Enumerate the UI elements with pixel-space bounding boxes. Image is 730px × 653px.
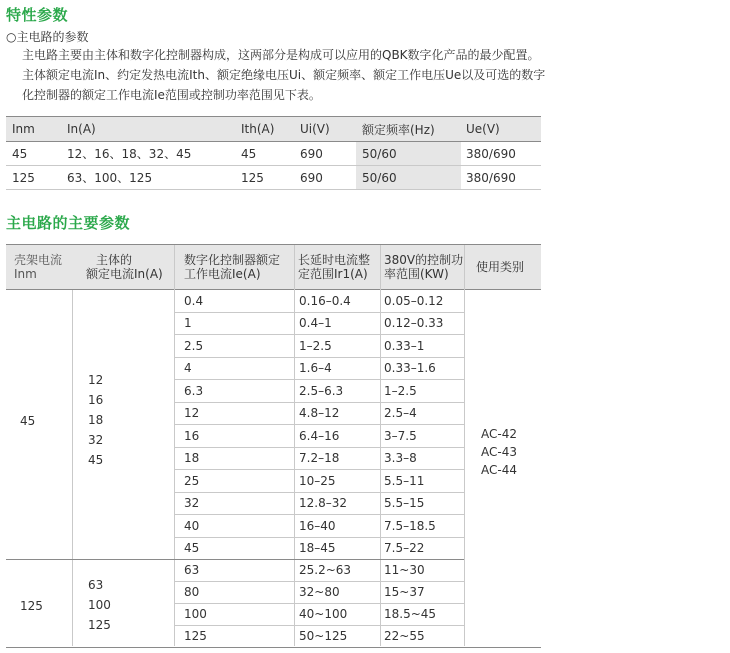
cell-ir1: 10–25 bbox=[299, 474, 336, 488]
cell-ir1: 32~80 bbox=[299, 585, 340, 599]
cell-power: 5.5–15 bbox=[384, 496, 425, 510]
body-current-item: 125 bbox=[88, 618, 111, 632]
cell-inm: 45 bbox=[12, 146, 28, 161]
header-frame-line2: Inm bbox=[14, 267, 37, 281]
cell-power: 0.12–0.33 bbox=[384, 316, 444, 330]
paragraph-line-2: 主体额定电流In、约定发热电流Ith、额定绝缘电压Ui、额定频率、额定工作电压Ue以及可选的数字 bbox=[22, 68, 546, 82]
frame-current-125: 125 bbox=[20, 599, 43, 613]
cell-ir1: 40~100 bbox=[299, 607, 348, 621]
cell-power: 15~37 bbox=[384, 585, 425, 599]
cell-frequency: 50/60 bbox=[356, 166, 461, 189]
cell-ir1: 2.5–6.3 bbox=[299, 384, 344, 398]
cell-ith: 45 bbox=[241, 146, 257, 161]
header-control-power bbox=[384, 245, 468, 289]
usage-category-item: AC-44 bbox=[481, 463, 517, 477]
cell-power: 0.33–1.6 bbox=[384, 361, 436, 375]
cell-in: 63、100、125 bbox=[67, 171, 153, 185]
cell-ir1: 4.8–12 bbox=[299, 406, 340, 420]
cell-power: 1–2.5 bbox=[384, 384, 417, 398]
paragraph-line-3: 化控制器的额定工作电流Ie范围或控制功率范围见下表。 bbox=[22, 88, 321, 102]
cell-ie: 12 bbox=[184, 406, 200, 420]
paragraph-line-1: 主电路主要由主体和数字化控制器构成，这两部分是构成可以应用的QBK数字化产品的最少配置。 bbox=[22, 48, 540, 62]
main-params-table bbox=[6, 244, 541, 648]
cell-ie: 25 bbox=[184, 474, 200, 488]
cell-power: 3.3–8 bbox=[384, 451, 417, 465]
cell-ir1: 50~125 bbox=[299, 629, 348, 643]
cell-ie: 45 bbox=[184, 541, 200, 555]
rating-table bbox=[6, 116, 541, 190]
column-divider bbox=[380, 245, 381, 646]
cell-ie: 100 bbox=[184, 607, 207, 621]
cell-ir1: 6.4–16 bbox=[299, 429, 340, 443]
body-current-item: 100 bbox=[88, 598, 111, 612]
cell-ui: 690 bbox=[300, 146, 323, 161]
header-power-line2: 率范围(KW) bbox=[384, 267, 449, 281]
usage-category-item: AC-42 bbox=[481, 427, 517, 441]
header-frame-current bbox=[14, 245, 74, 289]
cell-power: 22~55 bbox=[384, 629, 425, 643]
cell-power: 18.5~45 bbox=[384, 607, 437, 621]
rating-table-header bbox=[6, 116, 541, 142]
body-current-list-45 bbox=[88, 370, 103, 470]
header-long-delay bbox=[298, 245, 384, 289]
header-controller-current bbox=[184, 245, 294, 289]
usage-category-item: AC-43 bbox=[481, 445, 517, 459]
cell-ir1: 18–45 bbox=[299, 541, 336, 555]
table-row bbox=[6, 166, 541, 190]
cell-power: 3–7.5 bbox=[384, 429, 417, 443]
body-current-item: 18 bbox=[88, 413, 104, 427]
cell-ui: 690 bbox=[300, 170, 323, 185]
cell-ir1: 1.6–4 bbox=[299, 361, 332, 375]
cell-power: 7.5–18.5 bbox=[384, 519, 436, 533]
cell-ie: 63 bbox=[184, 563, 200, 577]
cell-power: 2.5–4 bbox=[384, 406, 417, 420]
header-usage-category bbox=[476, 245, 536, 289]
subsection-main-circuit-params: ○主电路的参数 bbox=[6, 30, 89, 44]
header-delay-line2: 定范围Ir1(A) bbox=[298, 267, 368, 281]
cell-ir1: 16–40 bbox=[299, 519, 336, 533]
cell-ie: 1 bbox=[184, 316, 192, 330]
cell-power: 0.05–0.12 bbox=[384, 294, 444, 308]
cell-ie: 32 bbox=[184, 496, 200, 510]
cell-ue: 380/690 bbox=[466, 146, 516, 161]
header-ctrl-line2: 工作电流Ie(A) bbox=[184, 267, 261, 281]
header-ue: Ue(V) bbox=[466, 122, 500, 136]
body-current-list-125 bbox=[88, 575, 111, 635]
column-divider bbox=[294, 245, 295, 646]
usage-category-list bbox=[481, 425, 517, 479]
cell-ie: 80 bbox=[184, 585, 200, 599]
cell-inm: 125 bbox=[12, 170, 35, 185]
body-current-item: 45 bbox=[88, 453, 104, 467]
cell-power: 7.5–22 bbox=[384, 541, 425, 555]
header-in: In(A) bbox=[67, 122, 96, 136]
body-current-item: 16 bbox=[88, 393, 104, 407]
header-body-line1: 主体的 bbox=[96, 253, 133, 267]
cell-ith: 125 bbox=[241, 170, 264, 185]
column-divider bbox=[464, 245, 465, 646]
cell-ie: 40 bbox=[184, 519, 200, 533]
column-divider bbox=[72, 290, 73, 646]
cell-ie: 125 bbox=[184, 629, 207, 643]
cell-ie: 6.3 bbox=[184, 384, 204, 398]
body-current-item: 63 bbox=[88, 578, 104, 592]
header-frame-line1: 壳架电流 bbox=[14, 253, 63, 267]
cell-ie: 2.5 bbox=[184, 339, 204, 353]
body-current-item: 32 bbox=[88, 433, 104, 447]
header-usage-label: 使用类别 bbox=[476, 260, 525, 274]
cell-power: 11~30 bbox=[384, 563, 425, 577]
table-row bbox=[6, 142, 541, 166]
header-power-line1: 380V的控制功 bbox=[384, 253, 464, 267]
header-delay-line1: 长延时电流整 bbox=[298, 253, 371, 267]
header-body-line2: 额定电流In(A) bbox=[86, 267, 163, 281]
header-ctrl-line1: 数字化控制器额定 bbox=[184, 253, 281, 267]
header-inm: Inm bbox=[12, 122, 35, 136]
cell-power: 5.5–11 bbox=[384, 474, 425, 488]
cell-ie: 16 bbox=[184, 429, 200, 443]
cell-ir1: 7.2–18 bbox=[299, 451, 340, 465]
section-title-main-params: 主电路的主要参数 bbox=[6, 214, 131, 232]
cell-ue: 380/690 bbox=[466, 170, 516, 185]
cell-frequency: 50/60 bbox=[356, 142, 461, 165]
body-current-item: 12 bbox=[88, 373, 104, 387]
header-body-current bbox=[86, 245, 178, 289]
cell-ie: 0.4 bbox=[184, 294, 204, 308]
cell-ir1: 12.8–32 bbox=[299, 496, 347, 510]
cell-in: 12、16、18、32、45 bbox=[67, 147, 192, 161]
section-title-characteristics: 特性参数 bbox=[6, 6, 69, 24]
cell-ie: 18 bbox=[184, 451, 200, 465]
cell-ir1: 25.2~63 bbox=[299, 563, 352, 577]
cell-ir1: 0.16–0.4 bbox=[299, 294, 351, 308]
cell-ir1: 0.4–1 bbox=[299, 316, 332, 330]
column-divider bbox=[174, 245, 175, 646]
cell-power: 0.33–1 bbox=[384, 339, 425, 353]
header-ui: Ui(V) bbox=[300, 122, 330, 136]
header-frequency: 额定频率(Hz) bbox=[362, 122, 435, 137]
header-ith: Ith(A) bbox=[241, 122, 275, 136]
cell-ir1: 1–2.5 bbox=[299, 339, 332, 353]
cell-ie: 4 bbox=[184, 361, 192, 375]
frame-current-45: 45 bbox=[20, 414, 36, 428]
